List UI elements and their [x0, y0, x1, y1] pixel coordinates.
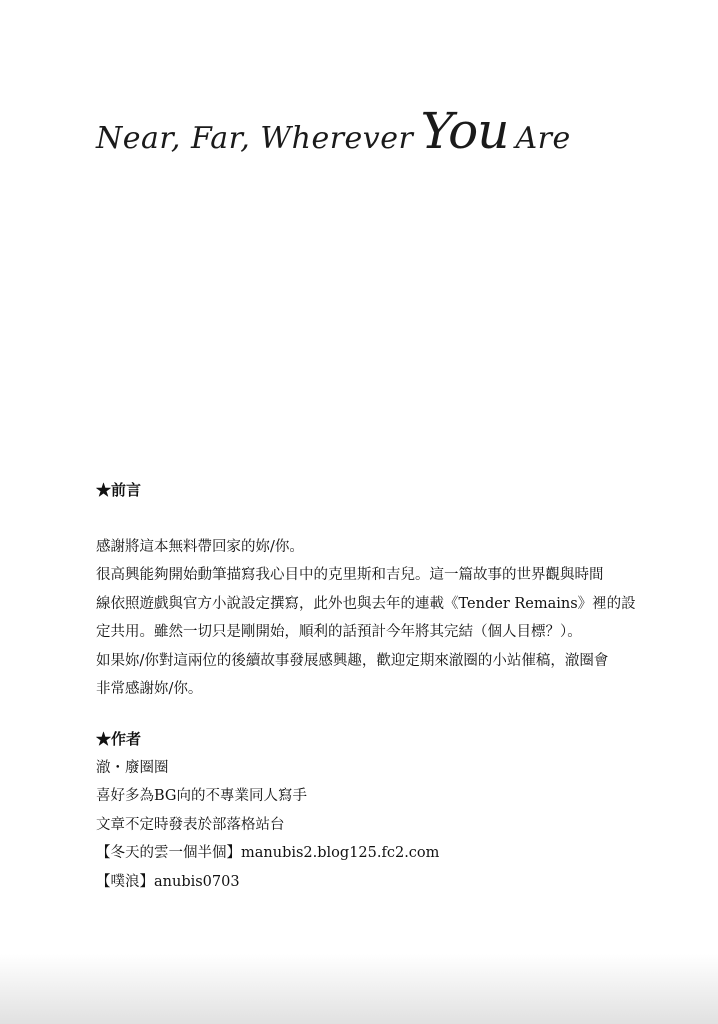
author-section	[96, 725, 656, 896]
preface-heading	[96, 476, 656, 505]
author-heading	[96, 725, 656, 754]
preface-section	[96, 476, 656, 704]
title-part-2: You	[420, 102, 509, 160]
preface-line: 非常感謝妳/你。	[96, 681, 203, 697]
author-line: 文章不定時發表於部落格站台	[96, 816, 285, 833]
preface-line: 線依照遊戲與官方小說設定撰寫，此外也與去年的連載《Tender Remains》裡的設	[96, 595, 636, 612]
author-heading-text: 作者	[111, 730, 142, 748]
author-line: 澈・廢圈圈	[96, 759, 169, 776]
spacer	[96, 505, 656, 533]
preface-line: 定共用。雖然一切只是剛開始，順利的話預計今年將其完結（個人目標？）。	[96, 624, 582, 640]
preface-heading-text: 前言	[111, 481, 142, 499]
author-line: 喜好多為BG向的不專業同人寫手	[96, 788, 308, 804]
star-icon: ★	[96, 481, 112, 499]
page-title	[96, 102, 571, 172]
page-bottom-shadow	[0, 954, 718, 1024]
preface-line: 如果妳/你對這兩位的後續故事發展感興趣，歡迎定期來澈圈的小站催稿，澈圈會	[96, 652, 609, 669]
preface-line: 很高興能夠開始動筆描寫我心目中的克里斯和吉兒。這一篇故事的世界觀與時間	[96, 567, 604, 583]
title-part-1: Near, Far, Wherever	[96, 121, 414, 156]
preface-line: 感謝將這本無料帶回家的妳/你。	[96, 538, 304, 555]
star-icon: ★	[96, 730, 112, 748]
author-link-plurk[interactable]: 【噗浪】anubis0703	[96, 873, 240, 890]
author-link-blog[interactable]: 【冬天的雲一個半個】manubis2.blog125.fc2.com	[96, 845, 440, 861]
title-part-3: Are	[515, 121, 571, 156]
